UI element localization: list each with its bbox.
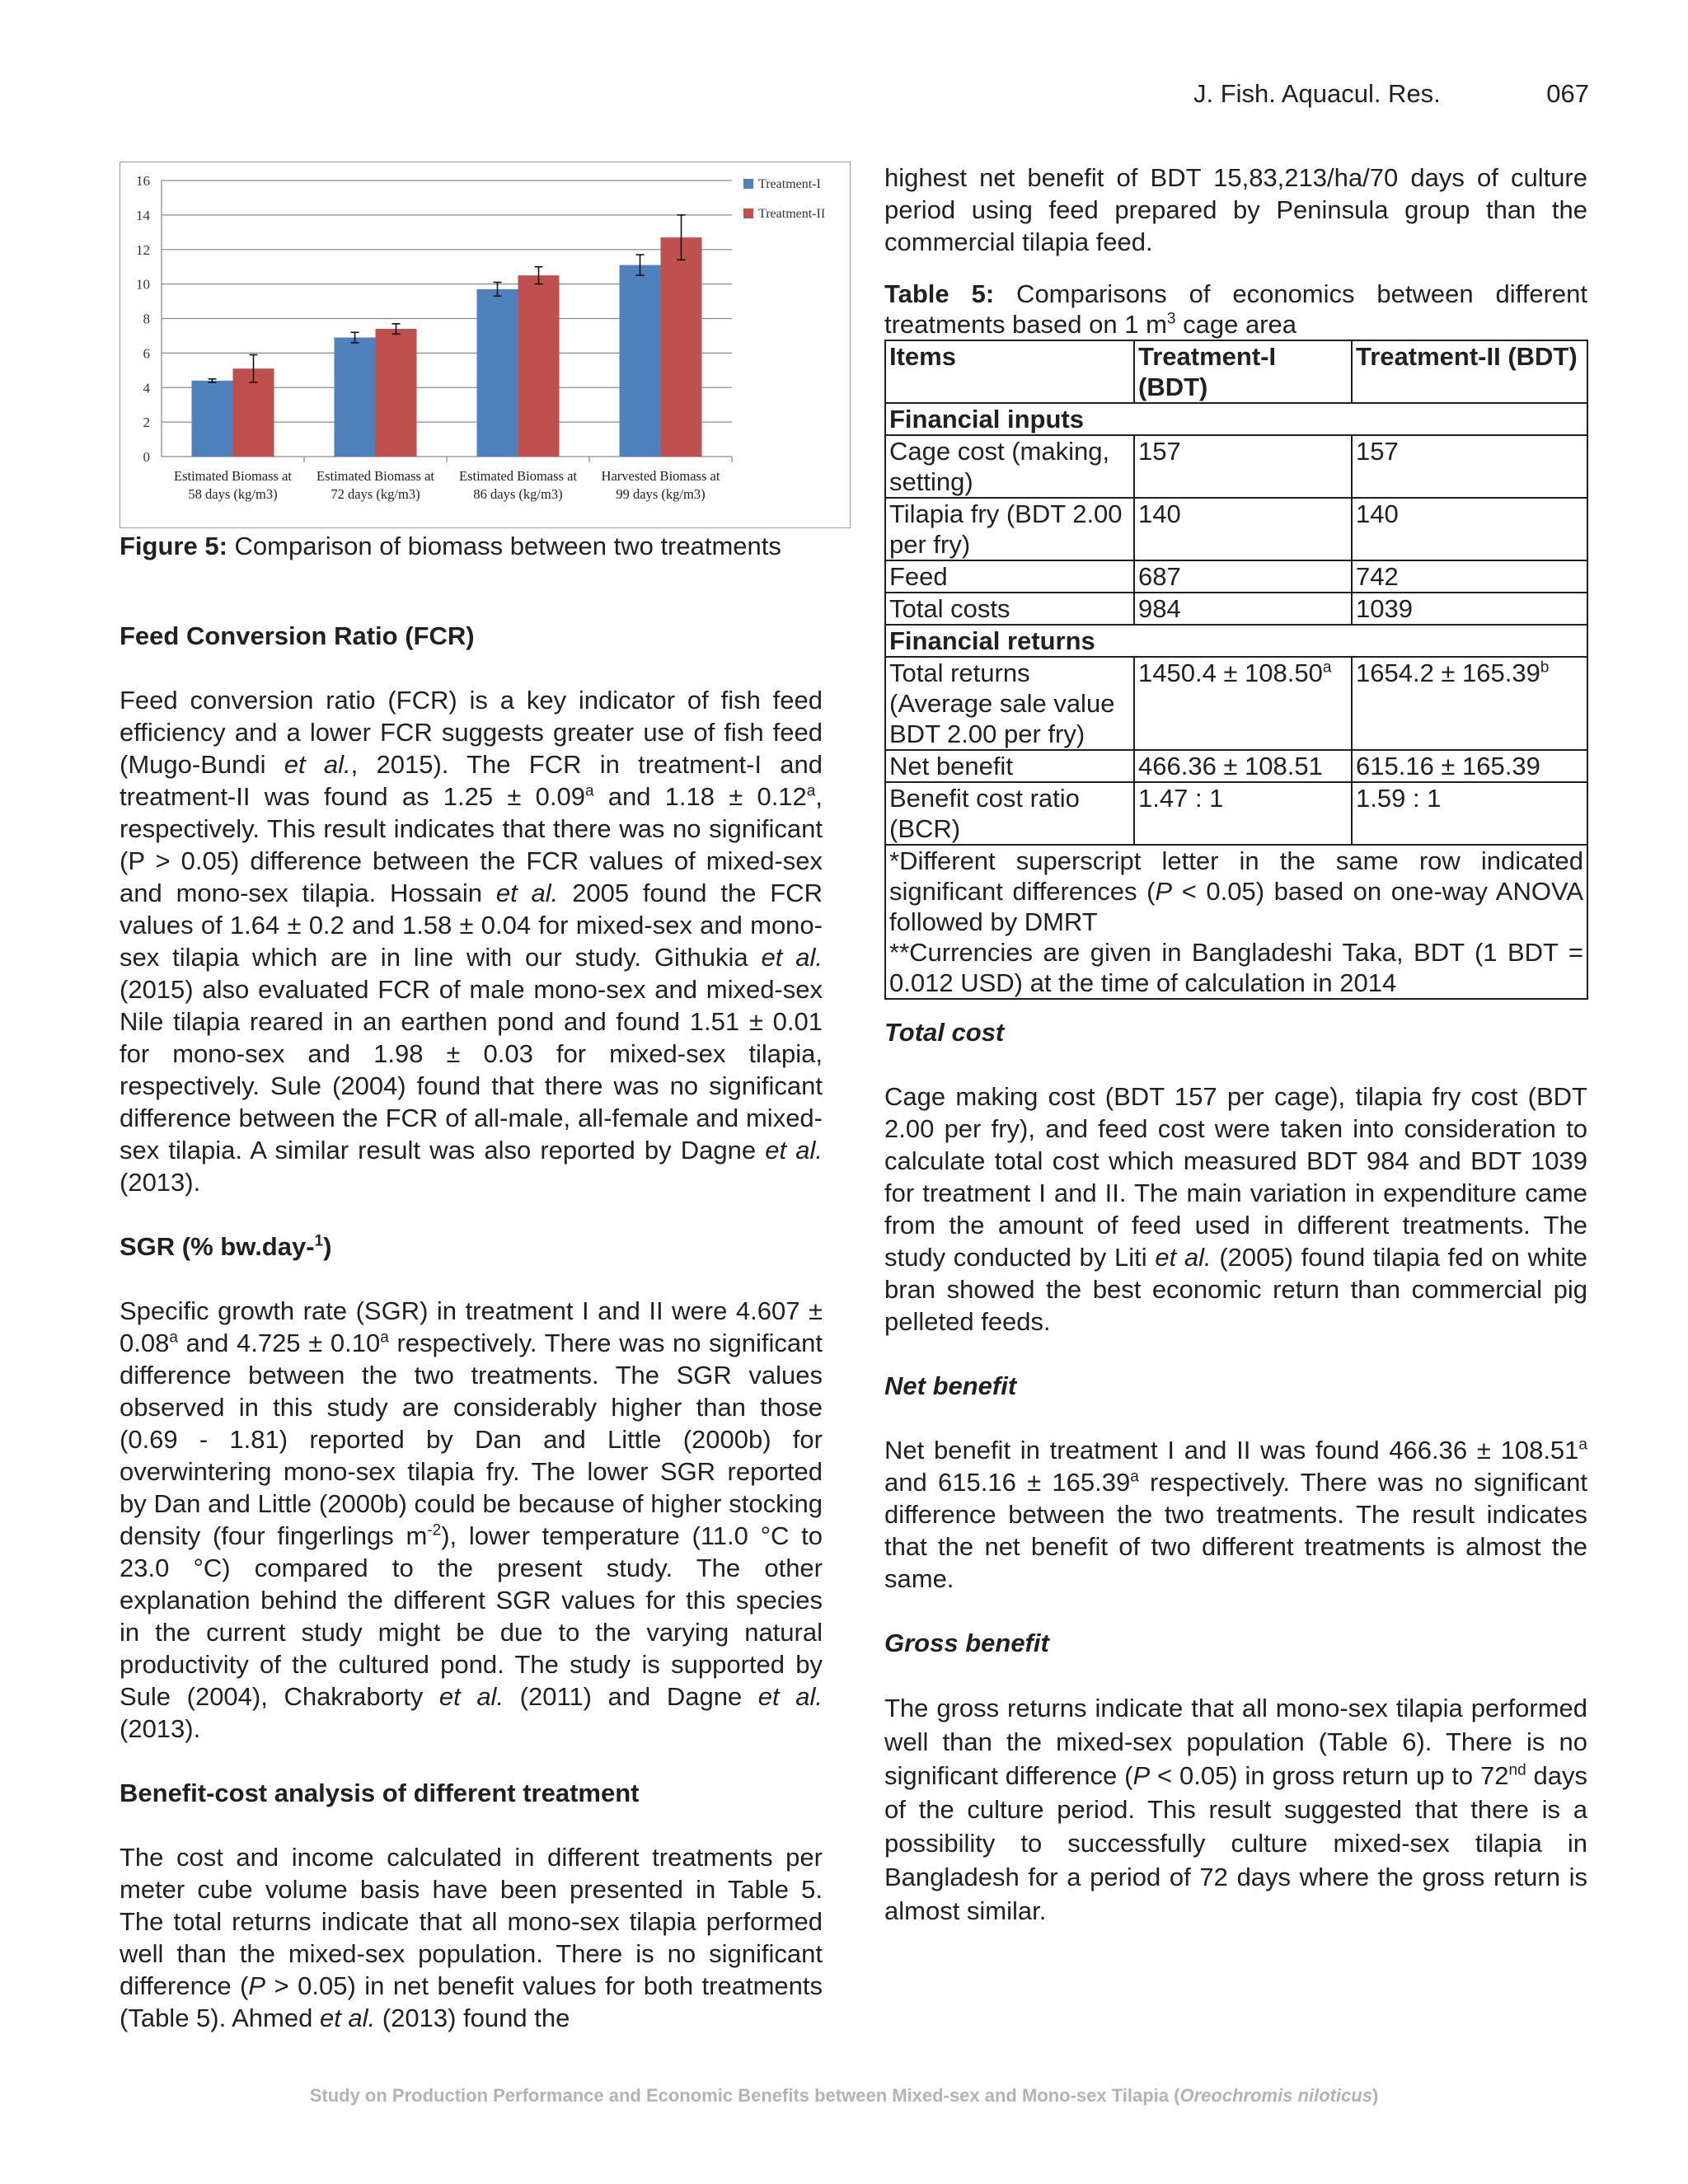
continued-paragraph: highest net benefit of BDT 15,83,213/ha/70 days of culture period using feed prepared by Peninsula group than the commercial tilapia feed. bbox=[884, 163, 1587, 256]
table-section-row: Financial returns bbox=[885, 625, 1587, 657]
y-tick-label: 14 bbox=[136, 207, 150, 223]
bar bbox=[477, 289, 518, 457]
table-note-1: *Different superscript letter in the same row indicated significant differences (P < 0.05) based on one-way ANOVA followed by DMRT bbox=[889, 846, 1583, 936]
figure-caption bbox=[120, 530, 823, 562]
gross-benefit-paragraph: The gross returns indicate that all mono-sex tilapia performed well than the mixed-sex population (Table 6). There is no significant difference (P < 0.05) in gross return up to 72nd days of the culture period. This result suggested that there is a possibility to successfully culture mixed-sex tilapia in Bangladesh for a period of 72 days where the gross return is almost similar. bbox=[884, 1694, 1587, 1925]
table-5 bbox=[884, 340, 1588, 1000]
total-cost-heading: Total cost bbox=[884, 1018, 1005, 1047]
table-section-row: Financial inputs bbox=[885, 403, 1587, 435]
bar bbox=[661, 237, 702, 457]
biomass-bar-chart bbox=[120, 162, 850, 527]
x-tick-label: Harvested Biomass at bbox=[601, 468, 720, 484]
x-tick-label: 99 days (kg/m3) bbox=[616, 486, 706, 502]
left-column bbox=[120, 162, 826, 2034]
benefit-cost-paragraph: The cost and income calculated in different treatments per meter cube volume basis have been presented in Table 5. The total returns indicate that all mono-sex tilapia performed well than the mixed-sex population. There is no significant difference (P > 0.05) in net benefit values for both treatments (Table 5). Ahmed et al. (2013) found the bbox=[120, 1843, 823, 2032]
y-tick-label: 16 bbox=[136, 173, 150, 189]
x-tick-label: Estimated Biomass at bbox=[459, 468, 577, 484]
sgr-heading: SGR (% bw.day-$^1$) bbox=[120, 1232, 332, 1261]
x-tick-label: Estimated Biomass at bbox=[174, 468, 292, 484]
bar bbox=[376, 329, 417, 457]
figure-caption-text: Comparison of biomass between two treatments bbox=[227, 532, 781, 560]
figure-5-chart bbox=[120, 162, 851, 528]
figure-caption-label: Figure 5: bbox=[120, 532, 227, 560]
table-row: Total returns (Average sale value BDT 2.00 per fry) 1450.4 ± 108.50$^a$ 1654.2 ± 165.39$^b$ bbox=[885, 657, 1587, 750]
table-note-2: **Currencies are given in Bangladeshi Taka, BDT (1 BDT = 0.012 USD) at the time of calculation in 2014 bbox=[889, 938, 1583, 997]
table-row: Cage cost (making, setting) 157 157 bbox=[885, 435, 1587, 498]
y-tick-label: 8 bbox=[143, 311, 150, 327]
y-tick-label: 10 bbox=[136, 276, 150, 293]
fcr-paragraph: Feed conversion ratio (FCR) is a key indicator of fish feed efficiency and a lower FCR suggests greater use of fish feed (Mugo-Bundi et al., 2015). The FCR in treatment-I and treatment-II was found as 1.25 ± 0.09$^a$ and 1.18 ± 0.12$^a$, respectively. This result indicates that there was no significant (P > 0.05) difference between the FCR values of mixed-sex and mono-sex tilapia. Hossain et al. 2005 found the FCR values of 1.64 ± 0.2 and 1.58 ± 0.04 for mixed-sex and mono-sex tilapia which are in line with our study. Githukia et al. (2015) also evaluated FCR of male mono-sex and mixed-sex Nile tilapia reared in an earthen pond and found 1.51 ± 0.01 for mono-sex and 1.98 ± 0.03 for mixed-sex tilapia, respectively. Sule (2004) found that there was no significant difference between the FCR of all-male, all-female and mixed-sex tilapia. A similar result was also reported by Dagne et al. (2013). bbox=[120, 686, 823, 1197]
total-cost-paragraph: Cage making cost (BDT 157 per cage), tilapia fry cost (BDT 2.00 per fry), and feed cost were taken into consideration to calculate total cost which measured BDT 984 and BDT 1039 for treatment I and II. The main variation in expenditure came from the amount of feed used in different treatments. The study conducted by Liti et al. (2005) found tilapia fed on white bran showed the best economic return than commercial pig pelleted feeds. bbox=[884, 1082, 1587, 1336]
net-benefit-heading: Net benefit bbox=[884, 1371, 1017, 1400]
bar bbox=[192, 381, 233, 457]
page-number: 067 bbox=[1546, 79, 1589, 108]
y-tick-label: 12 bbox=[136, 241, 150, 258]
bar bbox=[335, 338, 376, 457]
table-5-caption: Table 5: Comparisons of economics between different treatments based on 1 $m^3$ cage area bbox=[884, 279, 1587, 339]
bar bbox=[518, 275, 560, 457]
table-row: Tilapia fry (BDT 2.00 per fry) 140 140 bbox=[885, 498, 1587, 560]
table-header-row: Items Treatment-I (BDT) Treatment-II (BDT) bbox=[885, 340, 1587, 403]
y-tick-label: 4 bbox=[143, 380, 150, 396]
bar bbox=[620, 265, 661, 457]
table-row: Total costs 984 1039 bbox=[885, 593, 1587, 625]
right-column bbox=[884, 162, 1587, 1928]
table-row: Benefit cost ratio (BCR) 1.47 : 1 1.59 : 1 bbox=[885, 782, 1587, 845]
legend-label: Treatment-II bbox=[758, 207, 826, 221]
y-tick-label: 6 bbox=[143, 345, 150, 362]
gross-benefit-heading: Gross benefit bbox=[884, 1629, 1049, 1657]
x-tick-label: 72 days (kg/m3) bbox=[331, 486, 420, 502]
table-row: Feed 687 742 bbox=[885, 560, 1587, 593]
legend-swatch bbox=[743, 209, 753, 218]
x-tick-label: Estimated Biomass at bbox=[316, 468, 434, 484]
y-tick-label: 2 bbox=[143, 415, 150, 431]
fcr-heading: Feed Conversion Ratio (FCR) bbox=[120, 621, 475, 650]
legend-label: Treatment-I bbox=[758, 177, 821, 191]
benefit-cost-heading: Benefit-cost analysis of different treatment bbox=[120, 1779, 640, 1807]
net-benefit-paragraph: Net benefit in treatment I and II was found 466.36 ± 108.51$^a$ and 615.16 ± 165.39$^a$ respectively. There was no significant difference between the two treatments. The result indicates that the net benefit of two different treatments is almost the same. bbox=[884, 1436, 1587, 1593]
x-tick-label: 58 days (kg/m3) bbox=[188, 486, 278, 502]
journal-name: J. Fish. Aquacul. Res. bbox=[1193, 79, 1441, 108]
table-notes-row bbox=[885, 845, 1587, 999]
running-header bbox=[1193, 79, 1589, 109]
y-tick-label: 0 bbox=[143, 449, 150, 465]
running-footer: Study on Production Performance and Economic Benefits between Mixed-sex and Mono-sex Tilapia (Oreochromis niloticus) bbox=[309, 2085, 1379, 2106]
sgr-paragraph: Specific growth rate (SGR) in treatment I and II were 4.607 ± 0.08$^a$ and 4.725 ± 0.10$^a$ respectively. There was no significant difference between the two treatments. The SGR values observed in this study are considerably higher than those (0.69 - 1.81) reported by Dan and Little (2000b) for overwintering mono-sex tilapia fry. The lower SGR reported by Dan and Little (2000b) could be because of higher stocking density (four fingerlings $m^{-2}$), lower temperature (11.0 °C to 23.0 °C) compared to the present study. The other explanation behind the different SGR values for this species in the current study might be due to the varying natural productivity of the cultured pond. The study is supported by Sule (2004), Chakraborty et al. (2011) and Dagne et al. (2013). bbox=[120, 1296, 823, 1743]
table-row: Net benefit 466.36 ± 108.51 615.16 ± 165.39 bbox=[885, 750, 1587, 782]
x-tick-label: 86 days (kg/m3) bbox=[473, 486, 563, 502]
legend-swatch bbox=[743, 179, 753, 189]
